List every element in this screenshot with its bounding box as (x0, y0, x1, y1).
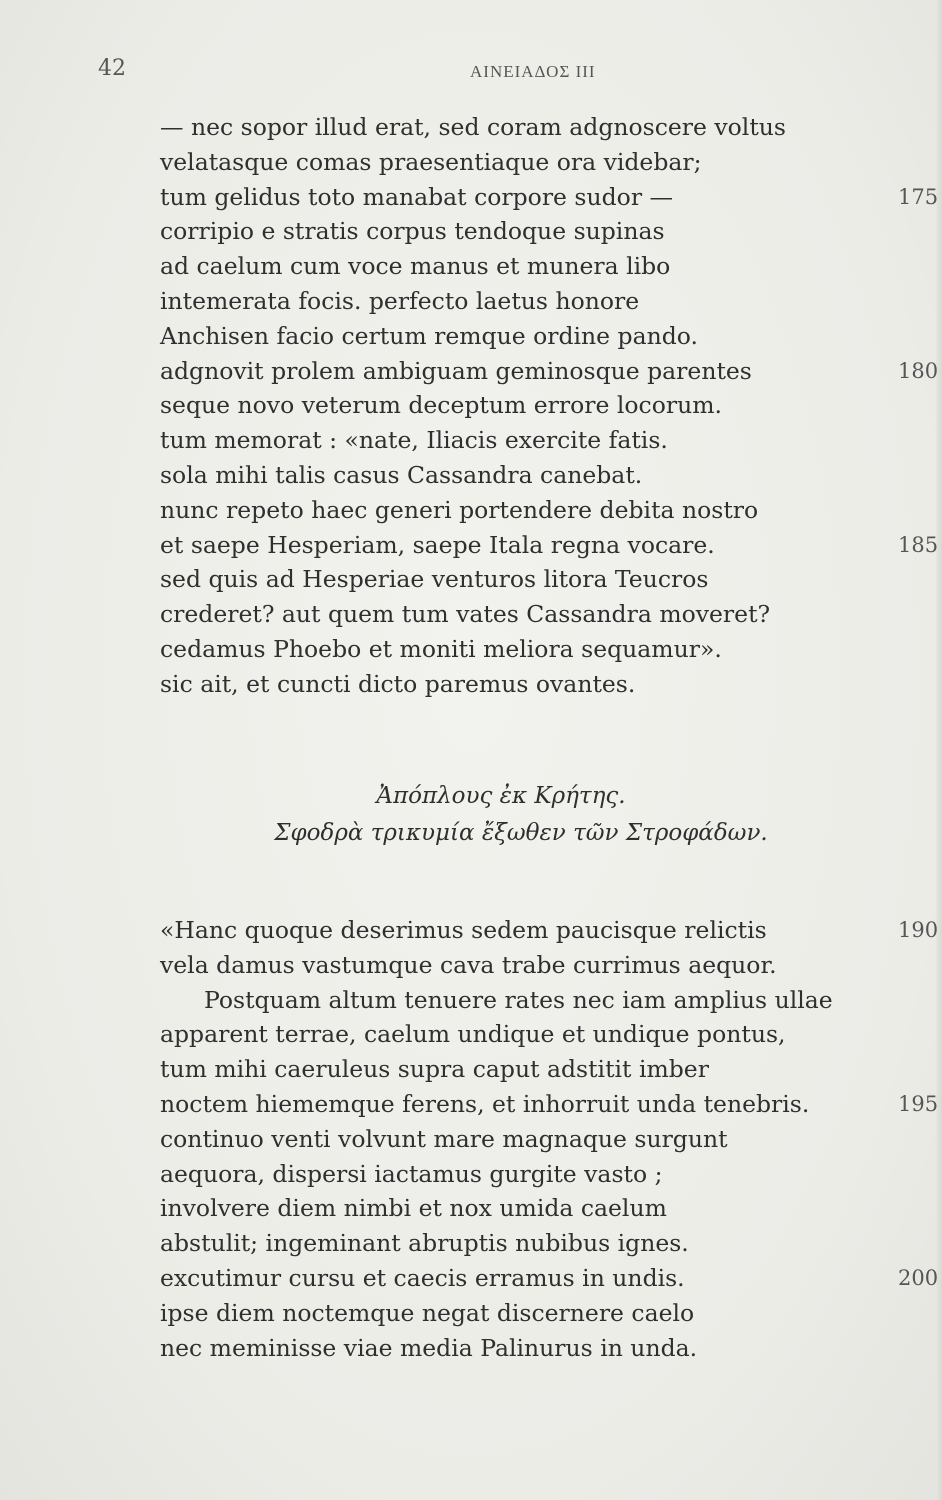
verse-line (160, 1296, 833, 1331)
verse-line (160, 110, 786, 145)
verse-text: intemerata focis. perfecto laetus honore (160, 286, 640, 315)
verse-line (160, 1157, 833, 1192)
verse-text: tum mihi caeruleus supra caput adstitit imber (160, 1055, 709, 1084)
verse-text: tum memorat : «nate, Iliacis exercite fatis. (160, 426, 668, 455)
verse-line (160, 1122, 833, 1157)
verse-line (160, 1087, 939, 1122)
running-head: ΑΙΝΕΙΑΔΟΣ III (470, 62, 596, 81)
verse-text: vela damus vastumque cava trabe currimus aequor. (160, 950, 777, 979)
verse-text: velatasque comas praesentiaque ora videbar; (160, 147, 702, 176)
verse-line (160, 319, 786, 354)
verse-text: apparent terrae, caelum undique et undique pontus, (160, 1020, 786, 1049)
section-heading-line-1: Ἀπόπλους ἐκ Κρήτης. (376, 783, 626, 809)
section-heading-line-2: Σφοδρὰ τρικυμία ἔξωθεν τῶν Στροφάδων. (274, 820, 768, 846)
verse-text: «Hanc quoque deserimus sedem paucisque relictis (160, 916, 767, 944)
verse-line (160, 597, 786, 632)
verse-line (160, 632, 786, 667)
verse-line (160, 667, 786, 702)
verse-text: excutimur cursu et caecis erramus in undis. (160, 1263, 685, 1292)
verse-text: nec meminisse viae media Palinurus in unda. (160, 1333, 698, 1362)
verse-line (160, 145, 786, 180)
verse-text: ad caelum cum voce manus et munera libo (160, 252, 671, 281)
verse-line (160, 423, 786, 458)
verse-line (160, 180, 939, 215)
verse-block-1 (160, 110, 939, 702)
verse-line (160, 214, 786, 249)
line-number: 195 (898, 1091, 939, 1116)
verse-line (160, 913, 939, 948)
line-number: 185 (898, 532, 939, 557)
verse-line (160, 1191, 833, 1226)
verse-block-2 (160, 913, 939, 1365)
verse-text: nunc repeto haec generi portendere debita nostro (160, 495, 759, 524)
verse-text: crederet? aut quem tum vates Cassandra moveret? (160, 600, 771, 629)
page-number: 42 (98, 56, 126, 81)
verse-text: sola mihi talis casus Cassandra canebat. (160, 460, 643, 489)
line-number: 190 (898, 918, 939, 942)
verse-line (160, 388, 786, 423)
verse-text: corripio e stratis corpus tendoque supinas (160, 217, 665, 246)
verse-text: sed quis ad Hesperiae venturos litora Teucros (160, 565, 709, 594)
verse-text: tum gelidus toto manabat corpore sudor — (160, 182, 674, 211)
line-number: 200 (898, 1265, 939, 1290)
verse-text: abstulit; ingeminant abruptis nubibus ignes. (160, 1229, 689, 1258)
verse-text: et saepe Hesperiam, saepe Itala regna vocare. (160, 530, 715, 559)
verse-line (160, 1226, 833, 1261)
line-number: 175 (898, 184, 939, 209)
verse-line (160, 1052, 833, 1087)
verse-line (160, 1261, 939, 1296)
verse-text: — nec sopor illud erat, sed coram adgnoscere voltus (160, 113, 786, 141)
verse-text: noctem hiememque ferens, et inhorruit unda tenebris. (160, 1089, 810, 1118)
verse-text: adgnovit prolem ambiguam geminosque parentes (160, 356, 752, 385)
verse-text: Anchisen facio certum remque ordine pando. (160, 321, 698, 350)
verse-line (160, 284, 786, 319)
verse-line (160, 1331, 833, 1366)
verse-line (160, 1017, 833, 1052)
verse-text: continuo venti volvunt mare magnaque surgunt (160, 1124, 728, 1153)
verse-text: cedamus Phoebo et moniti meliora sequamur». (160, 634, 722, 663)
verse-line (160, 948, 833, 983)
verse-line (160, 528, 939, 563)
verse-text: Postquam altum tenuere rates nec iam amplius ullae (204, 985, 833, 1014)
verse-line (160, 562, 786, 597)
verse-line (160, 983, 833, 1018)
verse-text: ipse diem noctemque negat discernere caelo (160, 1298, 695, 1327)
verse-text: involvere diem nimbi et nox umida caelum (160, 1194, 667, 1223)
verse-line (160, 249, 786, 284)
verse-line (160, 493, 786, 528)
line-number: 180 (898, 358, 939, 383)
verse-text: seque novo veterum deceptum errore locorum. (160, 391, 722, 420)
verse-line (160, 458, 786, 493)
verse-line (160, 354, 939, 389)
verse-text: sic ait, et cuncti dicto paremus ovantes. (160, 669, 636, 698)
verse-text: aequora, dispersi iactamus gurgite vasto ; (160, 1159, 663, 1188)
